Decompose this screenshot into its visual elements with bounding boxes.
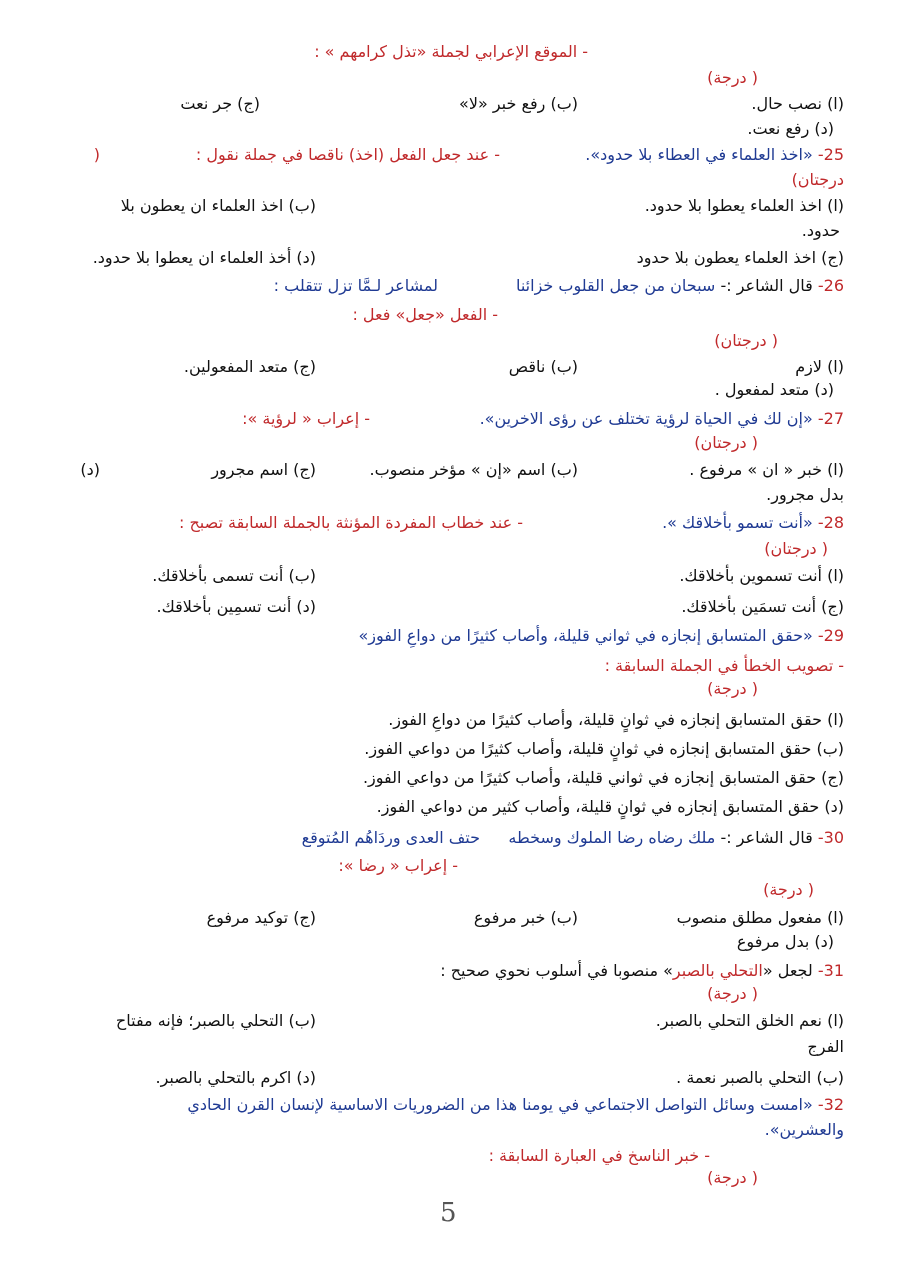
q28-stem xyxy=(662,513,844,533)
q32-quote-2: والعشرين». xyxy=(764,1120,844,1139)
q25-option-d[interactable]: (د) أخذ العلماء ان يعطوا بلا حدود. xyxy=(92,248,316,267)
q29-prompt: - تصويب الخطأ في الجملة السابقة : xyxy=(604,656,844,675)
q27-number: 27- xyxy=(817,409,844,428)
q32-quote-1: «امست وسائل التواصل الاجتماعي في يومنا هذا من الضروريات الاساسية لإنسان القرن الحادي xyxy=(187,1095,813,1114)
q27-option-a[interactable]: (ا) خبر « ان » مرفوع . xyxy=(689,460,844,479)
q30-option-b[interactable]: (ب) خبر مرفوع xyxy=(473,908,578,927)
q31-option-c[interactable]: (ب) التحلي بالصبر نعمة . xyxy=(676,1068,844,1087)
q31-option-d[interactable]: (د) اكرم بالتحلي بالصبر. xyxy=(155,1068,316,1087)
q26-stem xyxy=(516,276,844,296)
q27-quote: «إن لك في الحياة لرؤية تختلف عن رؤى الاخرين». xyxy=(479,409,813,428)
q31-highlight: التحلي بالصبر xyxy=(672,961,763,980)
q25-option-c[interactable]: (ج) اخذ العلماء يعطون بلا حدود xyxy=(636,248,844,267)
q27-option-c[interactable]: (ج) اسم مجرور xyxy=(211,460,316,479)
q26-option-a[interactable]: (ا) لازم xyxy=(795,357,844,376)
q31-number: 31- xyxy=(817,961,844,980)
q31-option-a[interactable]: (ا) نعم الخلق التحلي بالصبر. xyxy=(655,1011,844,1030)
q30-prompt: - إعراب « رضا »: xyxy=(338,856,458,875)
q30-option-a[interactable]: (ا) مفعول مطلق منصوب xyxy=(676,908,844,927)
q29-option-a[interactable]: (ا) حقق المتسابق إنجازه في ثوانٍ قليلة، وأصاب كثيرًا من دواعِ الفوز. xyxy=(388,710,844,729)
q27-prompt: - إعراب « لرؤية »: xyxy=(242,409,370,428)
q32-prompt: - خبر الناسخ في العبارة السابقة : xyxy=(488,1146,710,1165)
q30-stem xyxy=(508,828,844,848)
q28-quote: «أنت تسمو بأخلاقك ». xyxy=(662,513,813,532)
q30-verse-2: حتف العدى وردَاهُم المُتوقع xyxy=(301,828,480,847)
q25-quote: «اخذ العلماء في العطاء بلا حدود». xyxy=(585,145,813,164)
q24-option-c[interactable]: (ج) جر نعت xyxy=(180,94,260,113)
q27-option-d[interactable]: (د) xyxy=(80,460,100,479)
q25-option-b[interactable]: (ب) اخذ العلماء ان يعطون بلا xyxy=(120,196,316,215)
q24-option-d[interactable]: (د) رفع نعت. xyxy=(747,119,834,138)
q24-option-b[interactable]: (ب) رفع خبر «لا» xyxy=(459,94,578,113)
q31-text-start: لجعل « xyxy=(762,961,813,980)
q26-grade: ( درجتان) xyxy=(714,331,778,350)
q26-option-d[interactable]: (د) متعد لمفعول . xyxy=(714,380,834,399)
q29-option-c[interactable]: (ج) حقق المتسابق إنجازه في ثواني قليلة، وأصاب كثيرًا من دواعي الفوز. xyxy=(362,768,844,787)
page-number: 5 xyxy=(440,1198,457,1228)
q25-grade: درجتان) xyxy=(791,170,844,189)
q26-verse-1: سبحان من جعل القلوب خزائنا xyxy=(515,276,716,295)
q26-option-c[interactable]: (ج) متعد المفعولين. xyxy=(183,357,316,376)
q31-stem xyxy=(440,961,844,981)
q31-grade: ( درجة) xyxy=(707,984,758,1003)
q31-option-b-cont: الفرج xyxy=(807,1037,844,1056)
q26-intro: قال الشاعر :- xyxy=(720,276,813,295)
q27-option-b[interactable]: (ب) اسم «إن » مؤخر منصوب. xyxy=(369,460,578,479)
q29-number: 29- xyxy=(817,626,844,645)
q27-grade: ( درجتان) xyxy=(694,433,758,452)
q24-option-a[interactable]: (ا) نصب حال. xyxy=(751,94,844,113)
q26-verse-2: لمشاعر لـمَّا تزل تتقلب : xyxy=(273,276,438,295)
q30-option-d[interactable]: (د) بدل مرفوع xyxy=(736,932,834,951)
q25-prompt: - عند جعل الفعل (اخذ) ناقصا في جملة نقول : xyxy=(195,145,500,164)
q29-quote: «حقق المتسابق إنجازه في ثواني قليلة، وأصاب كثيرًا من دواعِ الفوز» xyxy=(358,626,813,645)
q25-stem xyxy=(585,145,844,165)
q28-prompt: - عند خطاب المفردة المؤنثة بالجملة السابقة تصبح : xyxy=(178,513,523,532)
q31-text-end: » منصوبا في أسلوب نحوي صحيح : xyxy=(440,961,673,980)
q28-option-b[interactable]: (ب) أنت تسمى بأخلاقك. xyxy=(152,566,316,585)
q25-number: 25- xyxy=(817,145,844,164)
q31-option-b[interactable]: (ب) التحلي بالصبر؛ فإنه مفتاح xyxy=(115,1011,316,1030)
q30-intro: قال الشاعر :- xyxy=(720,828,813,847)
q32-number: 32- xyxy=(817,1095,844,1114)
q29-stem xyxy=(358,626,844,646)
q25-option-a[interactable]: (ا) اخذ العلماء يعطوا بلا حدود. xyxy=(644,196,844,215)
q25-option-b-cont: حدود. xyxy=(801,221,840,240)
q26-number: 26- xyxy=(817,276,844,295)
q27-stem xyxy=(480,409,844,429)
q29-grade: ( درجة) xyxy=(707,679,758,698)
q32-stem xyxy=(187,1095,844,1115)
q28-grade: ( درجتان) xyxy=(764,539,828,558)
q30-option-c[interactable]: (ج) توكيد مرفوع xyxy=(206,908,316,927)
q30-grade: ( درجة) xyxy=(763,880,814,899)
q28-number: 28- xyxy=(817,513,844,532)
q32-grade: ( درجة) xyxy=(707,1168,758,1187)
q26-option-b[interactable]: (ب) ناقص xyxy=(508,357,578,376)
q27-option-d-cont: بدل مجرور. xyxy=(766,485,844,504)
q26-prompt: - الفعل «جعل» فعل : xyxy=(352,305,498,324)
q30-number: 30- xyxy=(817,828,844,847)
q24-grade: ( درجة) xyxy=(707,68,758,87)
q28-option-d[interactable]: (د) أنت تسمِين بأخلاقك. xyxy=(156,597,316,616)
q28-option-c[interactable]: (ج) أنت تسمَين بأخلاقك. xyxy=(681,597,844,616)
q28-option-a[interactable]: (ا) أنت تسموين بأخلاقك. xyxy=(679,566,844,585)
q29-option-d[interactable]: (د) حقق المتسابق إنجازه في ثوانٍ قليلة، وأصاب كثير من دواعي الفوز. xyxy=(376,797,844,816)
q24-prompt: - الموقع الإعرابي لجملة «تذل كرامهم » : xyxy=(314,42,588,61)
q25-paren: ( xyxy=(93,145,100,164)
q30-verse-1: ملك رضاه رضا الملوك وسخطه xyxy=(508,828,716,847)
q29-option-b[interactable]: (ب) حقق المتسابق إنجازه في ثوانٍ قليلة، وأصاب كثيرًا من دواعي الفوز. xyxy=(364,739,844,758)
